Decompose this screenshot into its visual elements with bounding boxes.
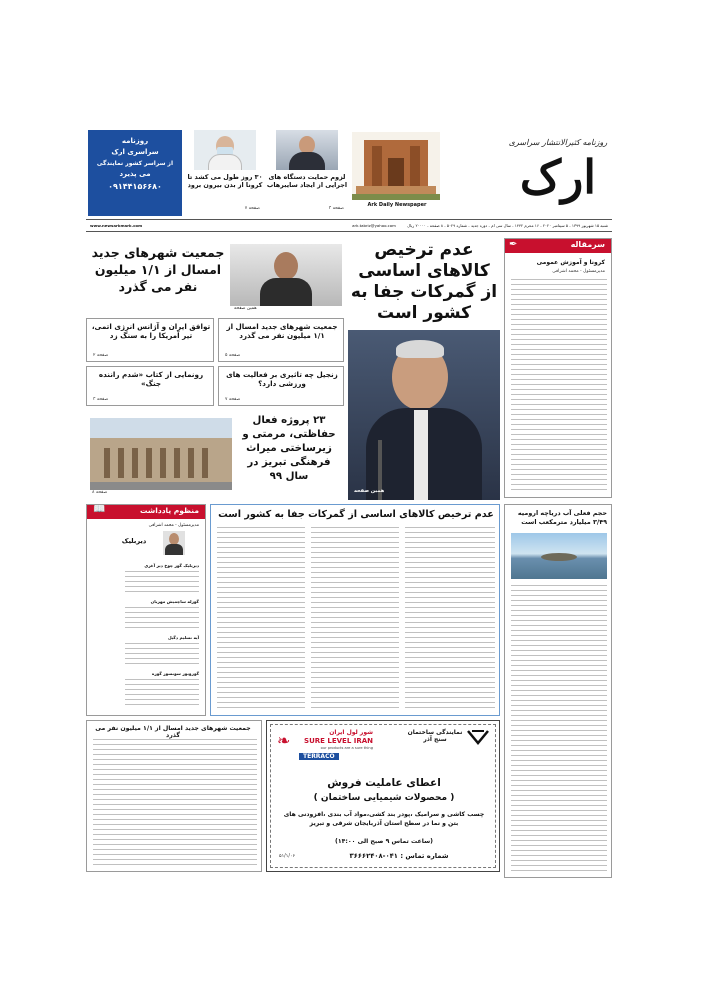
- masthead: [348, 126, 612, 216]
- population-story: [86, 238, 344, 314]
- story-box: [86, 318, 214, 362]
- lake-title: حجم فعلی آب دریاچه ارومیه ۳/۴۹ میلیارد مترمکعب است: [517, 509, 607, 526]
- masthead-english: Ark Daily Newspaper: [367, 202, 427, 208]
- ad-subtitle: ( محصولات شیمیایی ساختمان ): [313, 793, 455, 803]
- lake-story: [504, 504, 612, 878]
- main-title: عدم ترخیص کالاهای اساسی از گمرکات جفا به کشور است: [218, 509, 494, 520]
- teaser-title: لزوم حمایت دستگاه های اجرایی از ایجاد سایبرهاب: [266, 173, 348, 189]
- brand-name: SURE LEVEL IRAN: [304, 737, 373, 745]
- advertisement: [266, 720, 500, 872]
- poem-stanza: دیربلیک گوز چوخ دیر آغری: [144, 563, 199, 568]
- story-title: رونمایی از کتاب «شدم راننده جنگ»: [98, 370, 204, 388]
- bottom-story-body: [93, 739, 257, 867]
- masthead-email: ark.tabriz@yahoo.com: [352, 223, 396, 228]
- teaser-page: صفحه ۳: [328, 206, 344, 211]
- editorial-title: کرونا و آموزش عمومی: [536, 259, 605, 266]
- swirl-icon: ❧: [277, 731, 291, 750]
- bottom-story-title: جمعیت شهرهای جدید امسال از ۱/۱ میلیون نفر می گذرد: [95, 725, 251, 739]
- editorial-box: [504, 238, 612, 498]
- masthead-site: www.newsarkmark.com: [90, 223, 143, 228]
- lead-story: [348, 238, 500, 500]
- story-box: [218, 318, 344, 362]
- main-body: [217, 527, 305, 711]
- quill-icon: ✒: [509, 239, 518, 250]
- ad-title: اعطای عاملیت فروش: [327, 777, 441, 789]
- promo-line: روزنامه: [121, 137, 149, 145]
- agency-promo-box: [88, 130, 182, 216]
- poem-lines: [125, 679, 199, 709]
- heritage-title: ۲۳ پروژه فعال حفاظتی، مرمتی و زیرساختی میراث فرهنگی تبریز در سال ۹۹: [242, 415, 336, 482]
- poem-stanza: گوزله ساچمیش مهربان: [150, 599, 199, 604]
- story-title: جمعیت شهرهای جدید امسال از ۱/۱ میلیون نفر می گذرد: [226, 322, 338, 340]
- promo-line: می پذیرد: [119, 170, 151, 178]
- teaser-photo: [276, 130, 338, 170]
- brand-tagline: our products are a sure thing: [320, 746, 373, 750]
- main-body: [405, 527, 495, 711]
- editorial-author: مدیرمسئول - محمد اشرافی: [552, 269, 605, 274]
- teaser-photo: [194, 130, 256, 170]
- lake-body: [511, 585, 607, 873]
- poem-lines: [125, 643, 199, 665]
- poem-author: مدیرمسئول - محمد اشرافی: [148, 523, 199, 528]
- story-page: صفحه ۵: [225, 353, 241, 358]
- lead-caption: همین صفحه: [354, 488, 385, 494]
- brand-logo: [277, 729, 373, 763]
- story-box: [218, 366, 344, 406]
- teaser-cyber-hub: [266, 130, 348, 214]
- poem-stanza: گورونور سونسوز گوزه: [151, 671, 199, 676]
- lake-photo: [511, 533, 607, 579]
- lead-photo: [348, 330, 500, 500]
- bottom-population-story: [86, 720, 262, 872]
- partner-name: TERRACO: [299, 753, 339, 760]
- heritage-photo: [90, 418, 232, 490]
- teaser-page: صفحه ۷: [244, 206, 260, 211]
- poem-lines: [125, 607, 199, 629]
- logo: ارک: [519, 150, 597, 204]
- ark-citadel-image: [352, 132, 440, 200]
- population-title: جمعیت شهرهای جدید امسال از ۱/۱ میلیون نفر می گذرد: [91, 245, 225, 294]
- editorial-header: [504, 239, 611, 253]
- ad-phone: شماره تماس : ۰۴۱-۳۶۶۶۲۴۰۸: [349, 852, 449, 860]
- heritage-story: [86, 410, 344, 500]
- story-page: صفحه ۷: [225, 397, 241, 402]
- teaser-title: ۳۰ روز طول می کشد تا کرونا از بدن بیرون برود: [187, 173, 263, 189]
- teaser-corona: [184, 130, 266, 214]
- ad-body: چسب کاشی و سرامیک ،پودر بند کشی،مواد آب بندی ،افزودنی های بتن و نما در سطح استان آذربایجان شرقی و تبریز: [283, 811, 485, 827]
- promo-line: از سراسر کشور نمایندگی: [96, 160, 174, 167]
- author-photo: [163, 531, 185, 555]
- main-body: [311, 527, 399, 711]
- level-logo-icon: [467, 729, 489, 745]
- newspaper-page: [86, 118, 612, 878]
- masthead-subtitle: روزنامه کثیرالانتشار سراسری: [508, 138, 608, 147]
- promo-line: سراسری ارک: [111, 148, 159, 156]
- poem-label: منظوم یادداشت: [139, 506, 199, 515]
- dateline-bar: [86, 219, 612, 232]
- official-photo: [230, 244, 342, 306]
- heritage-page: صفحه ۸: [92, 490, 108, 495]
- story-box: [86, 366, 214, 406]
- poem-lines: [125, 571, 199, 593]
- promo-phone: ۰۹۱۴۴۱۵۶۶۸۰: [108, 182, 162, 191]
- lead-title: عدم ترخیص کالاهای اساسی از گمرکات جفا به کشور است: [350, 240, 498, 323]
- main-story: [210, 504, 500, 716]
- dateline: شنبه ۱۵ شهریور ۱۳۹۹ - ۵ سپتامبر ۲۰۲۰ - ۱۶ محرم ۱۴۴۲ - سال سی ام - دوره جدید - شماره ۵۰۲۹ - ۸ صفحه - ۲۰۰۰۰ ریال: [407, 223, 608, 228]
- editorial-label: سرمقاله: [570, 240, 605, 249]
- poem-box: [86, 504, 206, 716]
- poem-title: دیربلیک: [121, 537, 147, 545]
- story-page: صفحه ۳: [93, 397, 109, 402]
- story-page: صفحه ۲: [93, 353, 109, 358]
- story-title: زنجیل چه تاثیری بر فعالیت های ورزشی دارد؟: [226, 370, 338, 388]
- ad-code: ۵۱/۱/۰۶: [279, 854, 296, 859]
- poem-header: [86, 505, 205, 519]
- book-icon: 📖: [93, 504, 106, 515]
- brand-sub: شور لول ایران: [329, 729, 373, 736]
- population-caption: همین صفحه: [234, 306, 257, 311]
- poem-stanza: آیه تسلیم دگیل: [167, 635, 199, 640]
- ad-hours: (ساعت تماس ۹ صبح الی ۱۴:۰۰): [335, 838, 433, 845]
- story-title: توافق ایران و آژانس انرژی اتمی، تیر آمریکا را به سنگ زد: [91, 322, 211, 340]
- ad-agency: نمایندگی ساختمان سنج آذر: [407, 729, 463, 743]
- editorial-body: [511, 279, 607, 493]
